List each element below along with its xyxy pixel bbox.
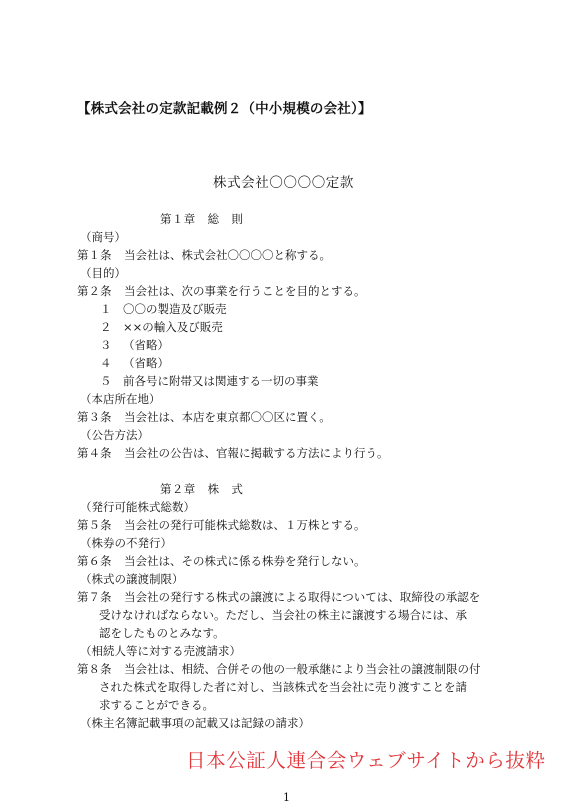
article-number: 第４条 <box>77 446 112 460</box>
article-2 <box>77 283 366 299</box>
article-6 <box>77 553 366 569</box>
item-number: １ <box>100 302 112 316</box>
article-8-continuation: 求することができる。 <box>99 698 214 712</box>
list-item <box>100 301 227 317</box>
article-text: 当会社は、次の事業を行うことを目的とする。 <box>124 284 366 298</box>
source-watermark: 日本公証人連合会ウェブサイトから抜粋 <box>186 749 546 772</box>
article-text: 当会社は、相続、合併その他の一般承継により当会社の譲渡制限の付 <box>124 662 481 676</box>
list-item <box>100 355 169 371</box>
chapter-1-title: 第１章 総 則 <box>160 212 244 226</box>
article-4 <box>77 445 389 461</box>
item-text: （省略） <box>123 356 169 370</box>
item-text: （省略） <box>123 338 169 352</box>
item-text: ××の輸入及び販売 <box>123 320 223 334</box>
article-caption: （発行可能株式総数） <box>80 500 195 514</box>
article-3 <box>77 409 331 425</box>
article-5 <box>77 517 366 533</box>
article-number: 第６条 <box>77 554 112 568</box>
article-caption: （商号） <box>80 230 126 244</box>
article-text: 当会社の発行可能株式総数は、１万株とする。 <box>124 518 366 532</box>
article-number: 第５条 <box>77 518 112 532</box>
article-number: 第１条 <box>77 248 112 262</box>
article-caption: （株券の不発行） <box>80 536 172 550</box>
document-heading: 【株式会社の定款記載例２（中小規模の会社）】 <box>77 101 372 117</box>
chapter-2-title: 第２章 株 式 <box>160 482 244 496</box>
list-item <box>100 337 169 353</box>
item-text: 前各号に附帯又は関連する一切の事業 <box>123 374 319 388</box>
item-text: 〇〇の製造及び販売 <box>123 302 227 316</box>
article-number: 第７条 <box>77 590 112 604</box>
article-7-continuation: 認をしたものとみなす。 <box>99 626 225 640</box>
item-number: ３ <box>100 338 112 352</box>
article-text: 当会社は、その株式に係る株券を発行しない。 <box>124 554 366 568</box>
article-8-continuation: された株式を取得した者に対し、当該株式を当会社に売り渡すことを請 <box>99 680 467 694</box>
article-text: 当会社は、本店を東京都〇〇区に置く。 <box>124 410 331 424</box>
article-caption: （株式の譲渡制限） <box>80 572 184 586</box>
article-text: 当会社は、株式会社〇〇〇〇と称する。 <box>124 248 331 262</box>
item-number: ２ <box>100 320 112 334</box>
article-7 <box>77 589 480 605</box>
article-7-continuation: 受けなければならない。ただし、当会社の株主に譲渡する場合には、承 <box>99 608 467 622</box>
article-caption: （目的） <box>80 266 126 280</box>
item-number: ４ <box>100 356 112 370</box>
article-1 <box>77 247 331 263</box>
list-item <box>100 373 319 389</box>
page-number: 1 <box>283 791 290 804</box>
list-item <box>100 319 223 335</box>
article-caption: （公告方法） <box>80 428 149 442</box>
article-caption: （相続人等に対する売渡請求） <box>80 644 241 658</box>
articles-title: 株式会社〇〇〇〇定款 <box>213 175 354 191</box>
article-number: 第８条 <box>77 662 112 676</box>
article-caption: （株主名簿記載事項の記載又は記録の請求） <box>80 716 310 730</box>
article-text: 当会社の発行する株式の譲渡による取得については、取締役の承認を <box>124 590 481 604</box>
article-text: 当会社の公告は、官報に掲載する方法により行う。 <box>124 446 389 460</box>
item-number: ５ <box>100 374 112 388</box>
article-caption: （本店所在地） <box>80 392 161 406</box>
article-8 <box>77 661 481 677</box>
article-number: 第２条 <box>77 284 112 298</box>
article-number: 第３条 <box>77 410 112 424</box>
